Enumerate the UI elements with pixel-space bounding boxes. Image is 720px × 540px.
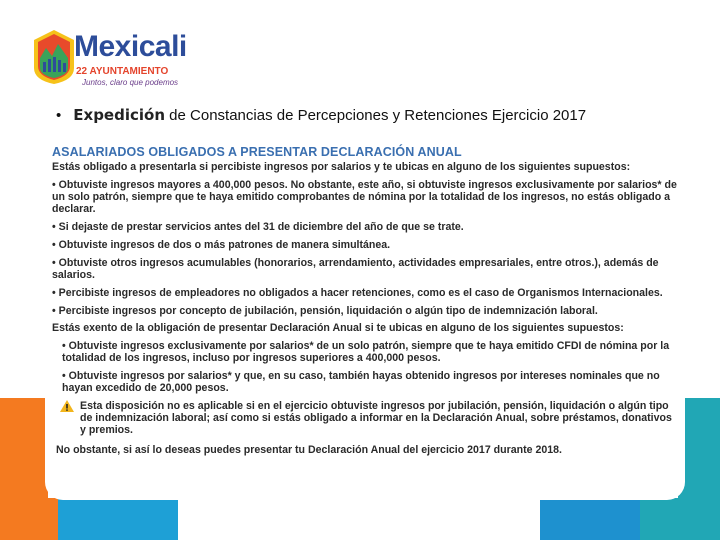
heading-text: de Constancias de Percepciones y Retenciones Ejercicio 2017 bbox=[165, 107, 587, 124]
mexicali-logo bbox=[30, 28, 190, 88]
list-item: • Si dejaste de prestar servicios antes del 31 de diciembre del año de que se trate. bbox=[52, 221, 464, 233]
list-item: • Percibiste ingresos por concepto de jubilación, pensión, liquidación o algún tipo de indemnización laboral. bbox=[52, 305, 598, 317]
logo-tagline: Juntos, claro que podemos bbox=[82, 78, 179, 87]
doc-intro: Estás obligado a presentarla si percibiste ingresos por salarios y te ubicas en alguno de los siguientes supuestos: bbox=[52, 161, 631, 173]
doc-final-note: No obstante, si así lo deseas puedes presentar tu Declaración Anual del ejercicio 2017 durante 2018. bbox=[56, 444, 562, 456]
doc-title: ASALARIADOS OBLIGADOS A PRESENTAR DECLARACIÓN ANUAL bbox=[52, 145, 462, 159]
heading-bullet: • bbox=[56, 107, 62, 124]
heading-bold-word: Expedición bbox=[73, 106, 165, 124]
list-item: • Obtuviste ingresos mayores a 400,000 pesos. No obstante, este año, si obtuviste ingresos exclusivamente por salarios* de un solo patrón, siempre que te haya emitido comprobantes de nómina por la totalidad de los ingresos, no estás obligado a declarar. bbox=[52, 179, 677, 215]
logo-wordmark: Mexicali bbox=[74, 30, 187, 63]
doc-exempt-intro: Estás exento de la obligación de presentar Declaración Anual si te ubicas en alguno de los siguientes supuestos: bbox=[52, 322, 624, 334]
list-item: • Obtuviste otros ingresos acumulables (honorarios, arrendamiento, actividades empresariales, entre otros.), además de salarios. bbox=[52, 257, 659, 281]
warning-text: Esta disposición no es aplicable si en el ejercicio obtuviste ingresos por jubilación, pensión, liquidación o algún tipo de indemnización laboral; así como si estás obligado a informar en la Declaración Anual, sobre préstamos, donativos y premios. bbox=[80, 400, 672, 436]
warning-icon bbox=[60, 400, 74, 412]
list-item: • Obtuviste ingresos de dos o más patrones de manera simultánea. bbox=[52, 239, 391, 251]
doc-warning bbox=[52, 400, 678, 436]
list-item: • Percibiste ingresos de empleadores no obligados a hacer retenciones, como es el caso de Organismos Internacionales. bbox=[52, 287, 663, 299]
list-item: • Obtuviste ingresos por salarios* y que, en su caso, también hayas obtenido ingresos por intereses nominales que no hayan excedido de 20,000 pesos. bbox=[62, 370, 660, 394]
logo-emblem-icon bbox=[30, 28, 78, 86]
page-heading bbox=[56, 106, 586, 124]
document-excerpt bbox=[48, 146, 678, 498]
list-item: • Obtuviste ingresos exclusivamente por salarios* de un solo patrón, siempre que te haya emitido CFDI de nómina por la totalidad de los ingresos, incluso por ingresos superiores a 400,000 pesos. bbox=[62, 340, 670, 364]
logo-subtitle: 22 AYUNTAMIENTO bbox=[76, 66, 169, 77]
